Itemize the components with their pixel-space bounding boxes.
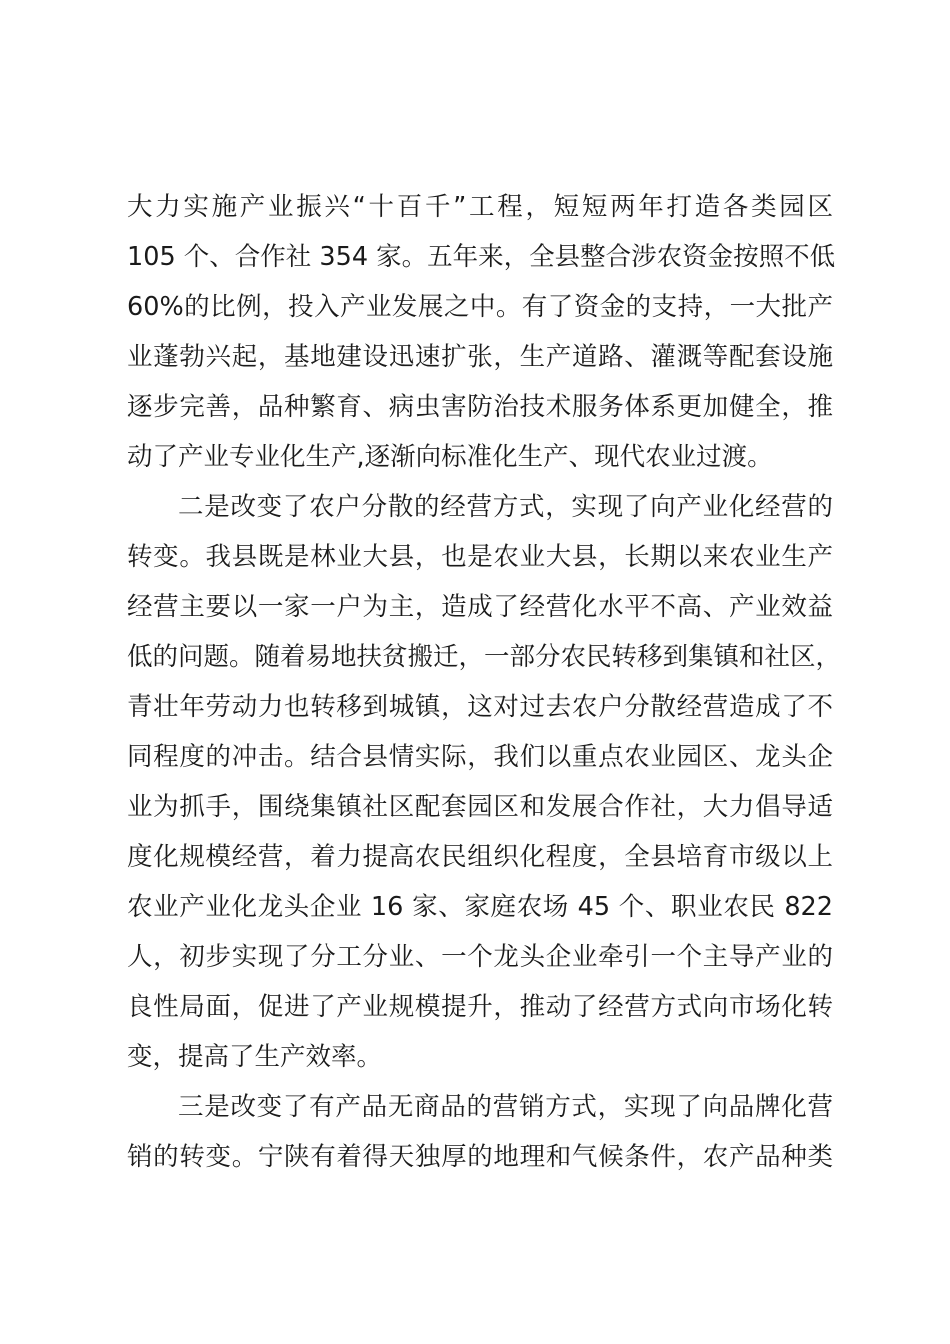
text-line: 经营主要以一家一户为主，造成了经营化水平不高、产业效益 bbox=[127, 592, 833, 622]
text-line: 转变。我县既是林业大县，也是农业大县，长期以来农业生产 bbox=[127, 542, 833, 572]
text-line: 度化规模经营，着力提高农民组织化程度，全县培育市级以上 bbox=[127, 842, 833, 872]
document-body bbox=[127, 182, 842, 1182]
text-line: 逐步完善，品种繁育、病虫害防治技术服务体系更加健全，推 bbox=[127, 392, 833, 422]
text-line: 青壮年劳动力也转移到城镇，这对过去农户分散经营造成了不 bbox=[127, 692, 833, 722]
text-line: 105 个、合作社 354 家。五年来，全县整合涉农资金按照不低 bbox=[127, 242, 836, 272]
text-line: 变，提高了生产效率。 bbox=[127, 1042, 383, 1072]
text-line: 大力实施产业振兴“十百千”工程，短短两年打造各类园区 bbox=[127, 192, 833, 222]
text-line: 动了产业专业化生产,逐渐向标准化生产、现代农业过渡。 bbox=[127, 442, 773, 472]
text-line: 农业产业化龙头企业 16 家、家庭农场 45 个、职业农民 822 bbox=[127, 892, 833, 922]
text-line: 低的问题。随着易地扶贫搬迁，一部分农民转移到集镇和社区， bbox=[127, 642, 842, 672]
text-line: 二是改变了农户分散的经营方式，实现了向产业化经营的 bbox=[178, 492, 833, 522]
text-line: 业蓬勃兴起，基地建设迅速扩张，生产道路、灌溉等配套设施 bbox=[127, 342, 833, 372]
text-line: 销的转变。宁陕有着得天独厚的地理和气候条件，农产品种类 bbox=[127, 1142, 833, 1172]
text-line: 良性局面，促进了产业规模提升，推动了经营方式向市场化转 bbox=[127, 992, 833, 1022]
text-line: 同程度的冲击。结合县情实际，我们以重点农业园区、龙头企 bbox=[127, 742, 833, 772]
text-line: 人，初步实现了分工分业、一个龙头企业牵引一个主导产业的 bbox=[127, 942, 833, 972]
text-line: 三是改变了有产品无商品的营销方式，实现了向品牌化营 bbox=[178, 1092, 833, 1122]
text-line: 业为抓手，围绕集镇社区配套园区和发展合作社，大力倡导适 bbox=[127, 792, 833, 822]
text-line: 60%的比例，投入产业发展之中。有了资金的支持，一大批产 bbox=[127, 292, 833, 322]
